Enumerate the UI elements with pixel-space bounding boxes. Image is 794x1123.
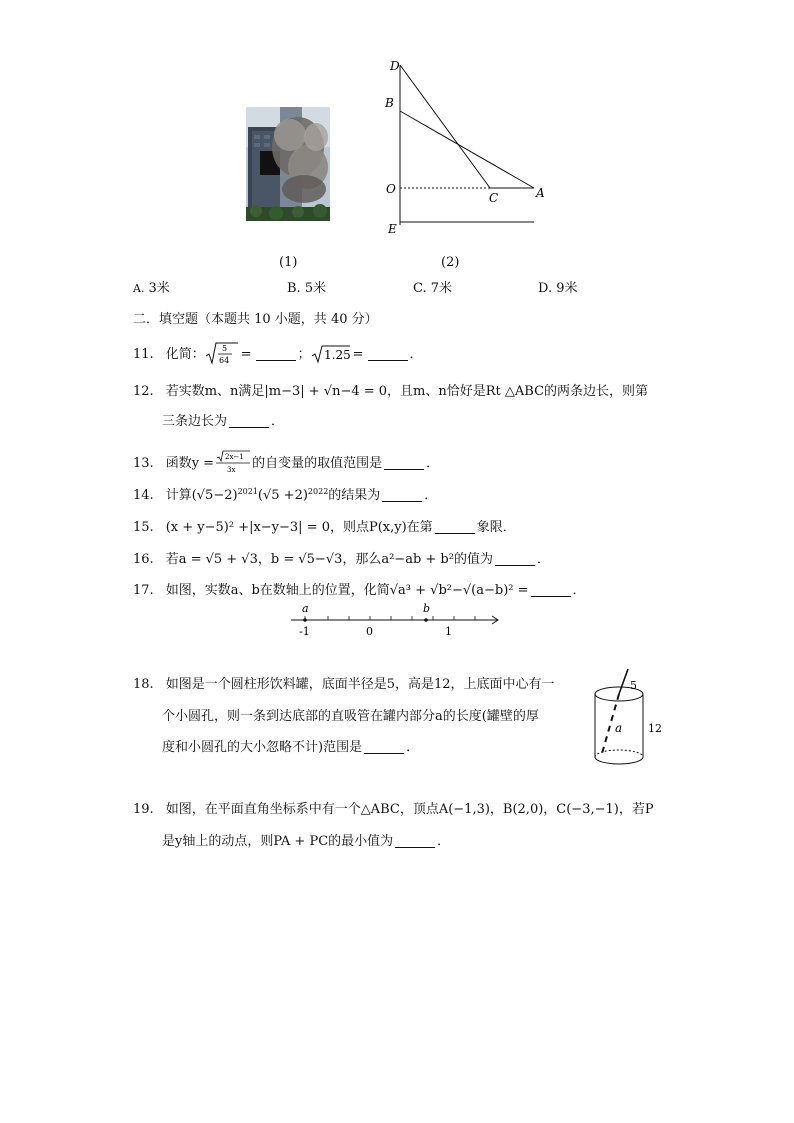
q12-blank[interactable] — [229, 415, 269, 428]
question-19-line-2: 是y轴上的动点，则PA + PC的最小值为 ． — [162, 834, 451, 849]
question-18-line-2: 个小圆孔，则一条到达底部的直吸管在罐内部分a的长度(罐壁的厚 — [162, 709, 539, 724]
q10-option-c: C. 7米 — [413, 281, 453, 296]
question-19-line-1: 19. 如图，在平面直角坐标系中有一个△ABC，顶点A(−1,3)，B(2,0)，C(−3,−1)，若P — [133, 802, 654, 817]
q17-blank[interactable] — [531, 584, 571, 597]
point-label-a: A — [536, 186, 545, 200]
number-line — [285, 600, 505, 642]
height-label: 12 — [648, 722, 662, 735]
point-a-marker — [303, 618, 307, 622]
q16-blank[interactable] — [495, 553, 535, 566]
figure-caption-2: (2) — [441, 255, 460, 270]
sqrt-5-over-64 — [205, 342, 239, 366]
q11-blank-2[interactable] — [368, 348, 408, 361]
q10-option-b: B. 5米 — [287, 281, 327, 296]
svg-text:64: 64 — [218, 356, 229, 365]
label-a: a — [302, 602, 309, 615]
sqrt-1-25 — [311, 344, 351, 364]
question-14: 14. 计算(√5−2) $^{2021}$ (√5 +2) $^{2022}$ 的结果为 ． — [133, 486, 438, 503]
q10-option-d: D. 9米 — [538, 281, 578, 296]
tick-label-1: 1 — [445, 625, 452, 638]
tick-label-minus-1: -1 — [299, 625, 310, 638]
figure-caption-1: (1) — [279, 255, 298, 270]
q15-blank[interactable] — [435, 521, 475, 534]
point-label-b: B — [385, 96, 394, 110]
question-18-line-1: 18. 如图是一个圆柱形饮料罐，底面半径是5，高是12，上底面中心有一 — [133, 677, 555, 692]
q13-blank[interactable] — [384, 457, 424, 470]
question-12-line-1: 12. 若实数m、n满足|m−3| + √n−4 = 0，且m、n恰好是Rt △ABC的两条边长，则第 — [133, 384, 649, 399]
svg-text:5: 5 — [221, 344, 227, 353]
svg-text:3x: 3x — [227, 466, 236, 474]
question-17: 17. 如图，实数a、b在数轴上的位置，化简√a³ + √b²−√(a−b)² = ． — [133, 583, 586, 598]
q19-blank[interactable] — [395, 835, 435, 848]
svg-text:1.25: 1.25 — [323, 348, 351, 362]
question-15: 15. (x + y−5)² +|x−y−3| = 0，则点P(x,y)在第 象限． — [133, 520, 516, 535]
point-label-e: E — [388, 222, 397, 236]
label-b: b — [423, 602, 431, 615]
geometry-diagram — [380, 55, 550, 240]
building-fire-photo — [246, 107, 330, 221]
svg-text:2x−1: 2x−1 — [225, 453, 244, 461]
point-label-c: C — [489, 191, 499, 205]
tick-label-0: 0 — [366, 625, 373, 638]
point-b-marker — [424, 618, 428, 622]
question-11: 11. 化简： 5 64 = ； 1.25 = ． — [133, 344, 423, 365]
point-label-o: O — [386, 182, 396, 196]
point-label-d: D — [390, 59, 400, 73]
cylinder-diagram — [588, 665, 668, 770]
q18-blank[interactable] — [364, 741, 404, 754]
question-12-line-2: 三条边长为 ． — [162, 414, 285, 429]
section-title: 二．填空题（本题共 10 小题，共 40 分） — [133, 312, 378, 327]
q10-option-a: A. 3米 — [133, 281, 170, 296]
straw-length-label: a — [615, 721, 623, 735]
building-fire-image — [246, 107, 330, 221]
fraction-sqrt-2x-1-over-3x — [214, 450, 252, 476]
question-16: 16. 若a = √5 + √3，b = √5−√3，那么a²−ab + b²的值为 ． — [133, 552, 550, 567]
question-18-line-3: 度和小圆孔的大小忽略不计)范围是 ． — [162, 740, 420, 755]
q11-blank-1[interactable] — [256, 348, 296, 361]
radius-label: 5 — [630, 679, 637, 692]
q14-blank[interactable] — [382, 489, 422, 502]
question-13: 13. 函数y = 2x−1 3x 的自变量的取值范围是 ． — [133, 450, 439, 476]
